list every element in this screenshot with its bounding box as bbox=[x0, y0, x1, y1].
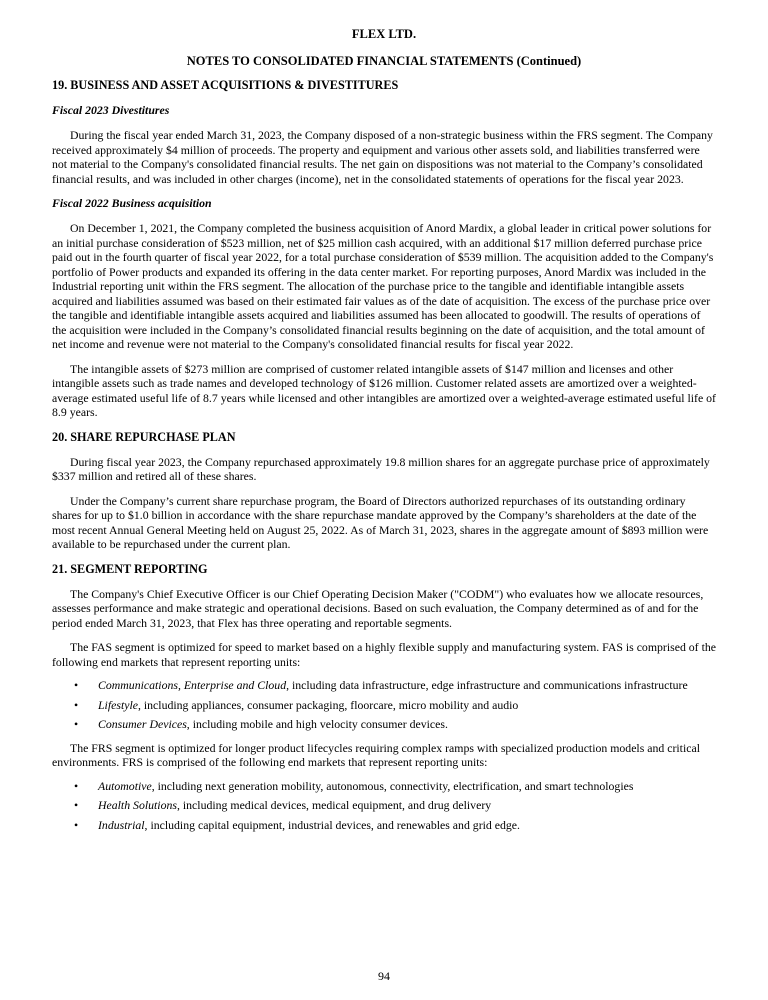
end-market-name: Health Solutions bbox=[98, 798, 177, 812]
page-subtitle: NOTES TO CONSOLIDATED FINANCIAL STATEMENTS (Continued) bbox=[186, 54, 582, 68]
end-market-description: , including appliances, consumer packaging, floorcare, micro mobility and audio bbox=[137, 697, 519, 712]
section-21-paragraph-3: The FRS segment is optimized for longer product lifecycles requiring complex ramps with specialized production models and critical environments. FRS is comprised of the following end markets that represent reporting units: bbox=[52, 740, 700, 769]
list-item bbox=[52, 717, 716, 732]
end-market-description: , including next generation mobility, autonomous, connectivity, electrification, and smart technologies bbox=[151, 778, 634, 793]
bullet: • bbox=[74, 798, 79, 812]
list-item bbox=[52, 698, 716, 713]
section-20-paragraph-2: Under the Company’s current share repurchase program, the Board of Directors authorized repurchases of its outstanding ordinary shares for up to $1.0 billion in accordance with the share repurchase mandate approved by the Company’s shareholders at the date of the most recent Annual General Meeting held on August 25, 2022. As of March 31, 2023, shares in the aggregate amount of $893 million were available to be repurchased under the current plan. bbox=[52, 493, 709, 551]
end-market-description: , including mobile and high velocity consumer devices. bbox=[186, 717, 448, 731]
section-21-paragraph-1: The Company's Chief Executive Officer is our Chief Operating Decision Maker ("CODM") who evaluates how we allocate resources, assesses performance and make strategic and operational decisions. Based on such evaluation, the Company determined as of and for the period ended March 31, 2023, that Flex has three operating and reportable segments. bbox=[52, 586, 704, 630]
section-19-paragraph-3: The intangible assets of $273 million are comprised of customer related intangible assets of $147 million and licenses and other intangible assets such as trade names and developed technology of $126 million. Customer related assets are amortized over a weighted-average estimated useful life of 8.7 years while licensed and other intangibles are amortized over a weighted-average estimated useful life of 8.9 years. bbox=[52, 361, 716, 419]
list-item bbox=[52, 779, 716, 794]
fas-end-markets-list bbox=[52, 678, 716, 732]
section-19-paragraph-1: During the fiscal year ended March 31, 2023, the Company disposed of a non-strategic business within the FRS segment. The Company received approximately $4 million of proceeds. The property and equipment and various other assets sold, and liabilities transferred were not material to the Company's consolidated financial results. The net gain on dispositions was not material to the Company’s consolidated financial results, and was included in other charges (income), net in the consolidated statements of operations for the fiscal year 2023. bbox=[52, 128, 713, 186]
list-item bbox=[52, 818, 716, 833]
end-market-description: , including data infrastructure, edge infrastructure and communications infrastructure bbox=[286, 678, 688, 692]
end-market-name: Communications, Enterprise and Cloud bbox=[98, 678, 287, 692]
page-number: 94 bbox=[378, 969, 390, 983]
bullet: • bbox=[74, 678, 79, 692]
section-19-subheading-acquisition: Fiscal 2022 Business acquisition bbox=[52, 196, 212, 210]
end-market-name: Automotive bbox=[98, 778, 152, 793]
bullet: • bbox=[74, 817, 79, 832]
section-19-heading: 19. BUSINESS AND ASSET ACQUISITIONS & DIVESTITURES bbox=[52, 78, 399, 92]
section-21-paragraph-2: The FAS segment is optimized for speed to market based on a highly flexible supply and manufacturing system. FAS is comprised of the following end markets that represent reporting units: bbox=[52, 640, 716, 669]
end-market-name: Lifestyle bbox=[98, 697, 138, 712]
section-19-subheading-divestitures: Fiscal 2023 Divestitures bbox=[52, 103, 170, 117]
section-19-paragraph-2: On December 1, 2021, the Company completed the business acquisition of Anord Mardix, a global leader in critical power solutions for an initial purchase consideration of $523 million, net of $25 million cash acquired, with an additional $17 million deferred purchase price paid out in the fourth quarter of fiscal year 2022, for a total purchase consideration of $539 million. The acquisition added to the Company's portfolio of Power products and expanded its offering in the data center market. For reporting purposes, Anord Mardix was included in the Industrial reporting unit within the FRS segment. The allocation of the purchase price to the tangible and identifiable intangible assets acquired and liabilities assumed was based on their estimated fair values as of the date of acquisition. The excess of the purchase price over the tangible and identifiable intangible assets acquired and liabilities assumed has been allocated to goodwill. The results of operations of the acquisition were included in the Company’s consolidated financial results beginning on the date of acquisition, and the total amount of net income and revenue were not material to the Company's consolidated financial results for fiscal year 2022. bbox=[52, 221, 714, 351]
page-content bbox=[52, 78, 716, 841]
end-market-description: , including capital equipment, industrial devices, and renewables and grid edge. bbox=[144, 817, 520, 832]
list-item bbox=[52, 678, 716, 693]
end-market-name: Consumer Devices bbox=[98, 717, 187, 731]
section-20-paragraph-1: During fiscal year 2023, the Company repurchased approximately 19.8 million shares for an aggregate purchase price of approximately $337 million and retired all of these shares. bbox=[52, 454, 710, 483]
section-21-heading: 21. SEGMENT REPORTING bbox=[52, 561, 208, 576]
bullet: • bbox=[74, 697, 79, 712]
section-20-heading: 20. SHARE REPURCHASE PLAN bbox=[52, 429, 236, 444]
bullet: • bbox=[74, 778, 79, 793]
company-name: FLEX LTD. bbox=[351, 27, 417, 41]
bullet: • bbox=[74, 717, 79, 731]
end-market-description: , including medical devices, medical equipment, and drug delivery bbox=[176, 798, 492, 812]
frs-end-markets-list bbox=[52, 779, 716, 833]
end-market-name: Industrial bbox=[98, 817, 145, 832]
list-item bbox=[52, 798, 716, 813]
